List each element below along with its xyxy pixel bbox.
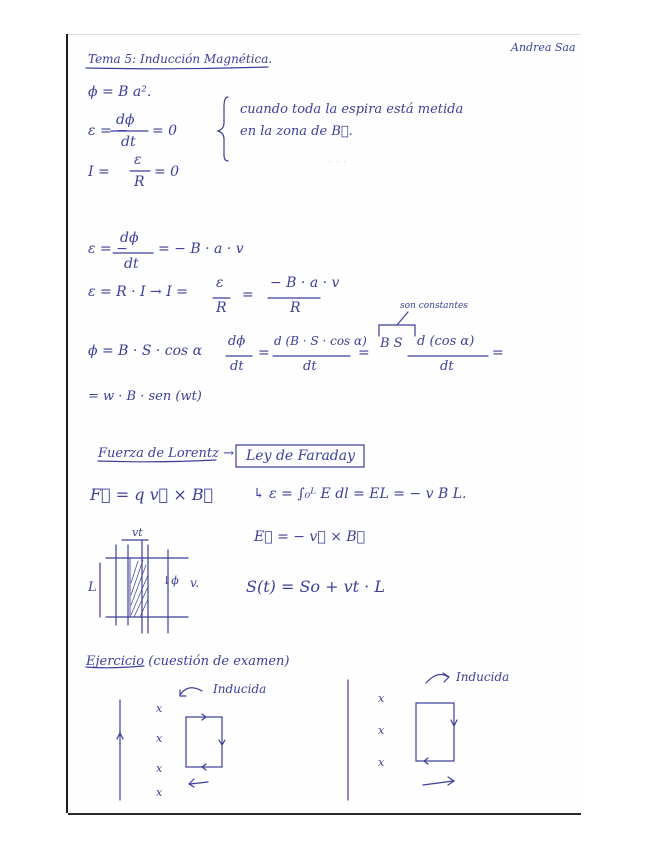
exercise-left-diagram [117, 688, 225, 800]
handwriting-strokes [68, 35, 581, 813]
field-cross: x [156, 732, 163, 745]
emf2-denominator: dt [124, 256, 139, 272]
ohm-law: ε = R · I → I = [88, 284, 188, 300]
deriv3-num: d (cos α) [417, 334, 475, 349]
emf2-rhs: = − B · a · v [158, 241, 244, 257]
exercise-heading: Ejercicio (cuestión de examen) [86, 654, 290, 669]
electric-field: E⃗ = − v⃗ × B⃗ [254, 529, 366, 545]
diagram-vt-label: vt [132, 526, 143, 539]
constant-bs: B S [380, 336, 403, 351]
note-line-2: en la zona de B⃗. [240, 124, 353, 139]
notebook-page [68, 34, 581, 813]
emf2-numerator: dϕ [120, 230, 139, 246]
constants-note: son constantes [400, 301, 468, 311]
field-cross: x [378, 724, 385, 737]
ohm-frac2-den: R [290, 300, 301, 316]
current-zero: = 0 [154, 164, 180, 180]
deriv3-den: dt [440, 359, 454, 374]
area-equation: S(t) = So + vt · L [246, 577, 385, 596]
note-line-1: cuando toda la espira está metida [240, 102, 464, 117]
faraday-heading: Ley de Faraday [246, 448, 356, 464]
exercise-right-diagram [416, 673, 457, 785]
const-bracket [379, 325, 415, 336]
deriv-result: = w · B · sen (wt) [88, 389, 202, 404]
ohm-frac2-num: − B · a · v [270, 275, 340, 291]
emf-denominator: dt [121, 134, 136, 150]
diagram-v-label: v. [190, 576, 200, 590]
diagram-flux-label: ↓ϕ [162, 574, 179, 587]
deriv1-den: dt [230, 359, 244, 374]
ohm-frac1-num: ε [216, 275, 224, 291]
author-name: Andrea Saa [511, 41, 576, 54]
flux-equation: ϕ = B a². [88, 84, 152, 100]
equals: = [492, 345, 504, 361]
emf-symbol: ε = − [88, 123, 128, 139]
page-title: Tema 5: Inducción Magnética. [88, 52, 273, 66]
diagram-L-label: L [88, 580, 97, 595]
field-cross: x [156, 786, 163, 799]
deriv2-den: dt [303, 359, 317, 374]
brace [218, 97, 228, 161]
emf-zero: = 0 [152, 123, 178, 139]
current-denominator: R [134, 174, 145, 190]
equals: = [258, 345, 270, 361]
deriv2-num: d (B · S · cos α) [274, 334, 367, 348]
field-cross: x [378, 692, 385, 705]
left-induced-label: Inducida [213, 682, 267, 696]
ohm-frac1-den: R [216, 300, 227, 316]
current-symbol: I = [88, 164, 110, 180]
show-through-mark: · · · [328, 155, 348, 169]
emf-numerator: dϕ [116, 112, 135, 128]
const-pointer [397, 312, 408, 325]
current-numerator: ε [134, 152, 142, 168]
title-underline [86, 67, 268, 69]
lorentz-force: F⃗ = q v⃗ × B⃗ [90, 485, 214, 504]
faraday-integral: ↳ ε = ∫₀ᴸ E dl = EL = − v B L. [253, 486, 467, 502]
field-cross: x [156, 702, 163, 715]
equals: = [242, 287, 254, 303]
right-induced-label: Inducida [456, 670, 510, 684]
deriv1-num: dϕ [228, 334, 246, 349]
field-cross: x [378, 756, 385, 769]
field-cross: x [156, 762, 163, 775]
equals: = [358, 345, 370, 361]
lorentz-heading: Fuerza de Lorentz → [98, 446, 235, 461]
flux-cos: ϕ = B · S · cos α [88, 343, 203, 359]
emf2-left: ε = − [88, 241, 128, 257]
